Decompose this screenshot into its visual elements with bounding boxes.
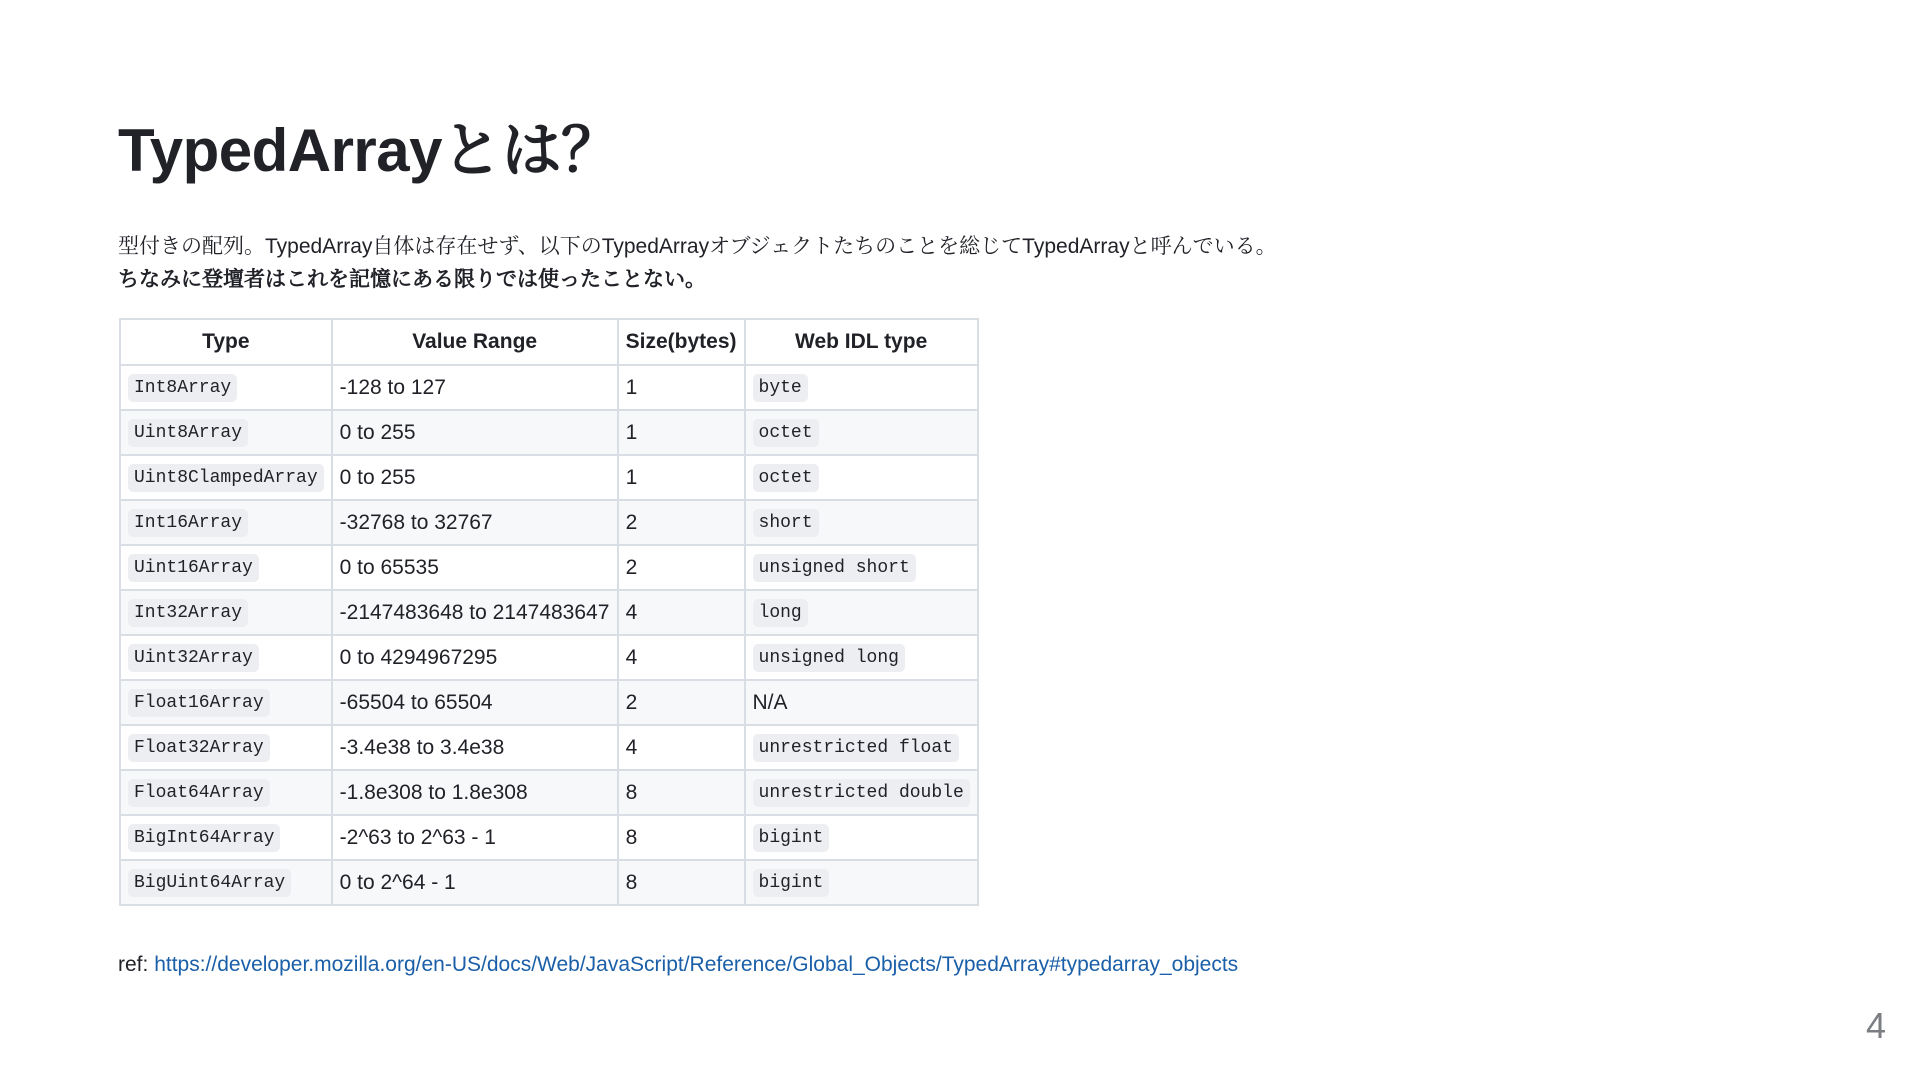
cell-type	[120, 365, 332, 410]
table-row	[120, 455, 978, 500]
idl-code: unrestricted double	[753, 779, 970, 807]
description-text: 型付きの配列。TypedArray自体は存在せず、以下のTypedArrayオブジェクトたちのことを総じてTypedArrayと呼んでいる。	[118, 235, 1277, 258]
cell-value-range: 0 to 2^64 - 1	[332, 860, 618, 905]
cell-value-range: -1.8e308 to 1.8e308	[332, 770, 618, 815]
idl-code: bigint	[753, 824, 830, 852]
cell-value-range: -3.4e38 to 3.4e38	[332, 725, 618, 770]
reference-prefix: ref:	[118, 953, 155, 976]
type-code: Float32Array	[128, 734, 270, 762]
cell-web-idl-type	[745, 725, 978, 770]
cell-value-range: 0 to 255	[332, 410, 618, 455]
table-body	[120, 365, 978, 905]
cell-type	[120, 770, 332, 815]
table-row	[120, 725, 978, 770]
cell-size: 2	[618, 500, 745, 545]
cell-web-idl-type	[745, 455, 978, 500]
cell-value-range: -2147483648 to 2147483647	[332, 590, 618, 635]
cell-value-range: 0 to 4294967295	[332, 635, 618, 680]
cell-web-idl-type	[745, 860, 978, 905]
type-code: Uint8ClampedArray	[128, 464, 324, 492]
cell-web-idl-type	[745, 545, 978, 590]
cell-type	[120, 860, 332, 905]
type-code: Int32Array	[128, 599, 248, 627]
cell-type	[120, 635, 332, 680]
reference-link[interactable]: https://developer.mozilla.org/en-US/docs/Web/JavaScript/Reference/Global_Objects/TypedArray#typedarray_objects	[154, 953, 1239, 976]
cell-size: 8	[618, 770, 745, 815]
idl-code: unrestricted float	[753, 734, 959, 762]
cell-web-idl-type	[745, 500, 978, 545]
table-row	[120, 770, 978, 815]
table-row	[120, 680, 978, 725]
table-row	[120, 590, 978, 635]
cell-size: 1	[618, 410, 745, 455]
idl-code: octet	[753, 464, 819, 492]
type-code: Uint8Array	[128, 419, 248, 447]
type-code: BigInt64Array	[128, 824, 280, 852]
cell-size: 2	[618, 545, 745, 590]
cell-size: 1	[618, 455, 745, 500]
cell-type	[120, 545, 332, 590]
cell-size: 2	[618, 680, 745, 725]
cell-size: 4	[618, 590, 745, 635]
type-code: Int16Array	[128, 509, 248, 537]
cell-type	[120, 455, 332, 500]
cell-web-idl-type	[745, 365, 978, 410]
page-number: 4	[1865, 1005, 1886, 1046]
idl-code: unsigned long	[753, 644, 905, 672]
header-web-idl-type: Web IDL type	[745, 319, 978, 365]
cell-type	[120, 410, 332, 455]
table-row	[120, 545, 978, 590]
header-type: Type	[120, 319, 332, 365]
cell-type	[120, 590, 332, 635]
idl-code: bigint	[753, 869, 830, 897]
table-row	[120, 635, 978, 680]
cell-size: 1	[618, 365, 745, 410]
cell-web-idl-type: N/A	[745, 680, 978, 725]
cell-value-range: -128 to 127	[332, 365, 618, 410]
cell-web-idl-type	[745, 770, 978, 815]
cell-web-idl-type	[745, 410, 978, 455]
typedarray-table	[119, 318, 979, 906]
idl-code: octet	[753, 419, 819, 447]
table-row	[120, 500, 978, 545]
header-size: Size(bytes)	[618, 319, 745, 365]
idl-code: unsigned short	[753, 554, 916, 582]
cell-web-idl-type	[745, 635, 978, 680]
table-row	[120, 365, 978, 410]
reference-line	[118, 950, 1238, 980]
cell-type	[120, 815, 332, 860]
cell-size: 4	[618, 635, 745, 680]
cell-web-idl-type	[745, 590, 978, 635]
type-code: Float64Array	[128, 779, 270, 807]
cell-type	[120, 725, 332, 770]
speaker-note: ちなみに登壇者はこれを記憶にある限りでは使ったことない。	[118, 268, 706, 291]
type-code: BigUint64Array	[128, 869, 291, 897]
cell-web-idl-type	[745, 815, 978, 860]
type-code: Uint16Array	[128, 554, 259, 582]
idl-code: long	[753, 599, 808, 627]
slide-description	[118, 230, 1277, 296]
cell-size: 8	[618, 860, 745, 905]
cell-value-range: -2^63 to 2^63 - 1	[332, 815, 618, 860]
table-row	[120, 860, 978, 905]
header-value-range: Value Range	[332, 319, 618, 365]
table-header-row	[120, 319, 978, 365]
table-row	[120, 815, 978, 860]
cell-value-range: -32768 to 32767	[332, 500, 618, 545]
idl-code: byte	[753, 374, 808, 402]
type-code: Float16Array	[128, 689, 270, 717]
cell-size: 4	[618, 725, 745, 770]
cell-value-range: -65504 to 65504	[332, 680, 618, 725]
cell-type	[120, 500, 332, 545]
type-code: Int8Array	[128, 374, 237, 402]
cell-type	[120, 680, 332, 725]
table-row	[120, 410, 978, 455]
cell-value-range: 0 to 65535	[332, 545, 618, 590]
cell-size: 8	[618, 815, 745, 860]
page-title: TypedArrayとは？	[118, 117, 621, 184]
idl-code: short	[753, 509, 819, 537]
cell-value-range: 0 to 255	[332, 455, 618, 500]
type-code: Uint32Array	[128, 644, 259, 672]
